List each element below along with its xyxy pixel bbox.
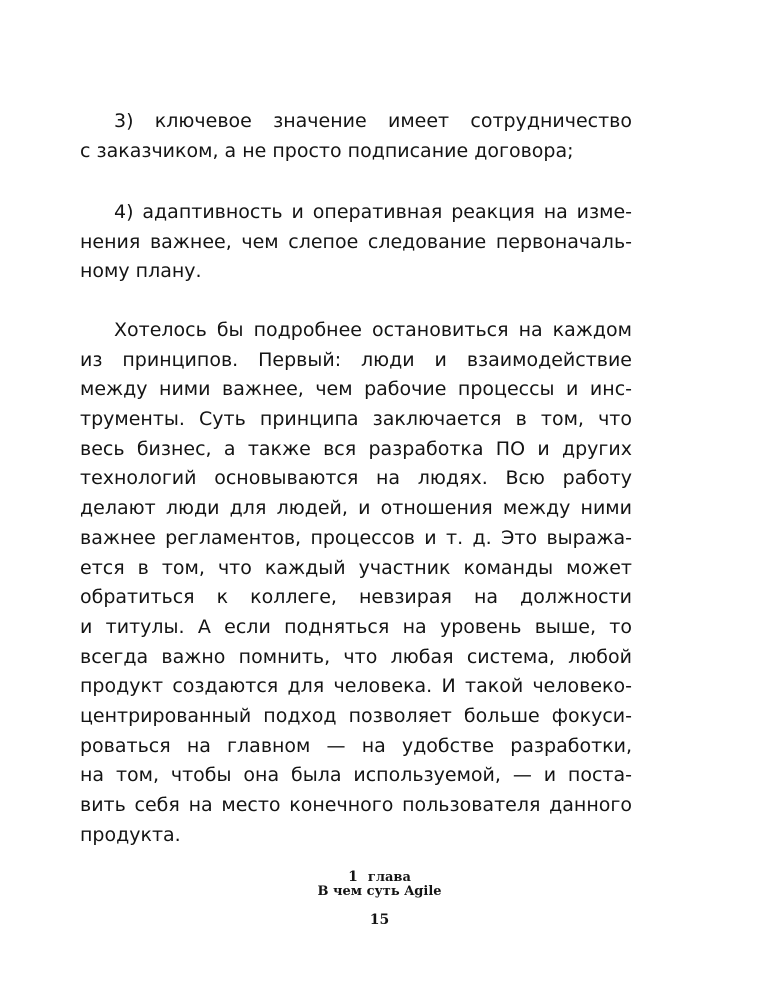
text-line: центрированный подход позволяет больше фокуси- [80, 704, 632, 727]
text-line: трументы. Суть принципа заключается в том, что [80, 408, 632, 431]
chapter-number: 1 [348, 869, 358, 885]
text-line: ному плану. [80, 260, 202, 283]
text-line: 3) ключевое значение имеет сотрудничество [114, 110, 632, 132]
text-line: ется в том, что каждый участник команды может [80, 556, 632, 579]
text-line: и титулы. А если подняться на уровень выше, то [80, 615, 632, 638]
text-line: продукт создаются для человека. И такой человеко- [80, 675, 632, 698]
chapter-word: глава [367, 870, 411, 885]
text-line: нения важнее, чем слепое следование первоначаль- [80, 230, 632, 253]
text-line: технологий основываются на людях. Всю работу [80, 467, 632, 490]
text-line: делают люди для людей, и отношения между ними [80, 497, 632, 520]
text-line: на том, чтобы она была используемой, — и поста- [80, 764, 632, 787]
text-line: роваться на главном — на удобстве разработки, [80, 734, 632, 757]
text-line: между ними важнее, чем рабочие процессы и инс- [80, 378, 632, 401]
page-number: 15 [369, 912, 390, 928]
text-line: вить себя на место конечного пользователя данного [80, 794, 632, 816]
text-line: с заказчиком, а не просто подписание договора; [80, 139, 574, 162]
list-item-3 [80, 107, 632, 166]
text-line: продукта. [80, 823, 181, 846]
text-line: Хотелось бы подробнее остановиться на каждом [114, 319, 632, 341]
body-paragraph [80, 316, 632, 850]
text-line: важнее регламентов, процессов и т. д. Это выража- [80, 526, 632, 549]
text-line: весь бизнес, а также вся разработка ПО и других [80, 437, 632, 460]
text-line: обратиться к коллеге, невзирая на должности [80, 586, 632, 609]
list-item-4 [80, 198, 632, 287]
text-line: из принципов. Первый: люди и взаимодействие [80, 348, 632, 371]
chapter-title: В чем суть Agile [317, 884, 442, 899]
text-line: 4) адаптивность и оперативная реакция на изме- [114, 201, 632, 223]
text-line: всегда важно помнить, что любая система, любой [80, 645, 632, 668]
